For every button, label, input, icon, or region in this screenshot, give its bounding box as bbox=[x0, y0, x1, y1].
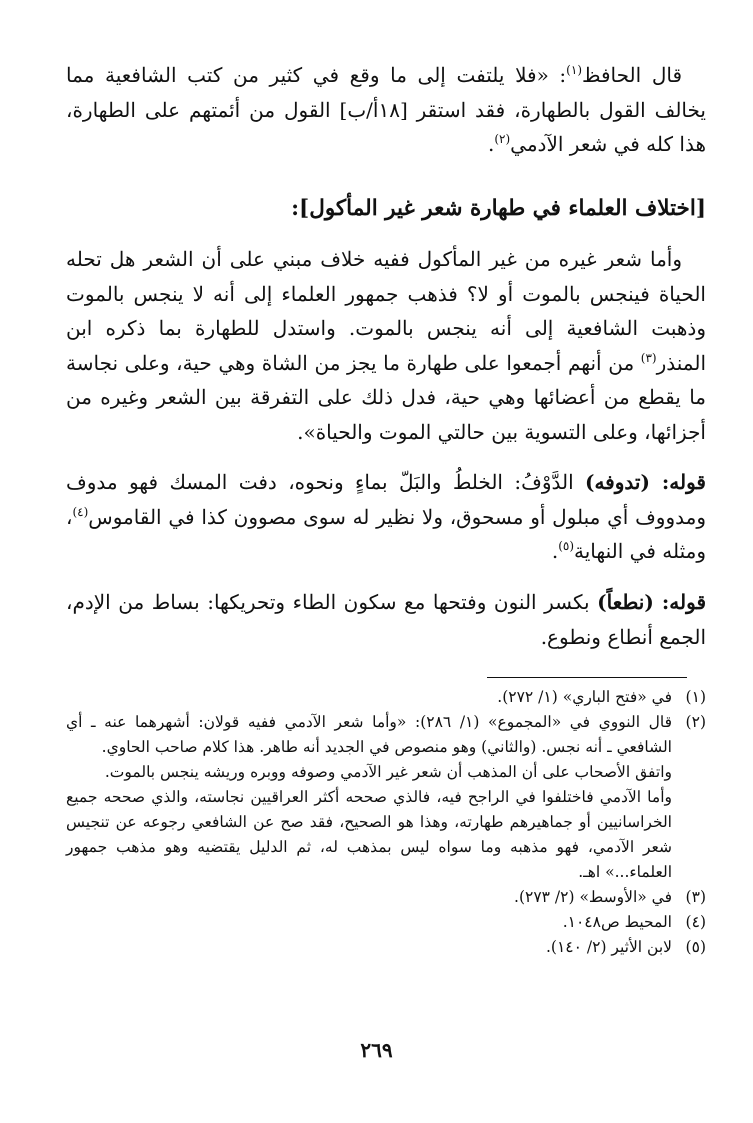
footnote-ref-1[interactable]: (١) bbox=[566, 63, 582, 77]
footnote-ref-4[interactable]: (٤) bbox=[72, 504, 89, 519]
paragraph-text: بكسر النون وفتحها مع سكون الطاء وتحريكها: بساط من الإدم، الجمع أنطاع ونطوع. bbox=[66, 590, 706, 649]
footnote-text: لابن الأثير (٢/ ١٤٠). bbox=[546, 938, 672, 956]
footnote-text: المحيط ص١٠٤٨. bbox=[562, 913, 672, 931]
term-label: قوله: (تدوفه) bbox=[585, 470, 706, 494]
footnote-number: (١) bbox=[685, 688, 706, 706]
footnote-2-continued-b bbox=[66, 785, 706, 885]
footnote-number bbox=[672, 785, 706, 885]
footnote-text: في «الأوسط» (٢/ ٢٧٣). bbox=[514, 888, 672, 906]
paragraph-scholars-dispute bbox=[66, 242, 706, 449]
footnote-text: واتفق الأصحاب على أن المذهب أن شعر غير الآدمي وصوفه ووبره وريشه ينجس بالموت. bbox=[104, 763, 672, 781]
footnote-4 bbox=[66, 910, 706, 935]
footnote-ref-5[interactable]: (٥) bbox=[558, 539, 575, 553]
footnote-1 bbox=[66, 685, 706, 710]
footnote-number: (٣) bbox=[685, 888, 706, 906]
footnote-number: (٥) bbox=[685, 938, 706, 956]
footnote-text: وأما الآدمي فاختلفوا في الراجح فيه، فالذي صححه أكثر العراقيين نجاسته، والذي صححه جميع الخراسانيين أو جماهيرهم طهارته، وهذا هو الصحيح، فقد صح عن الشافعي رجوعه عن تنجيس شعر الآدمي، فهو مذهبه وما سواه ليس بمذهب له، ثم الدليل يقتضيه وهو مذهب جمهور العلماء...» اهـ. bbox=[66, 788, 672, 881]
paragraph-end: . bbox=[551, 539, 559, 563]
paragraph-text-continued: من أنهم أجمعوا على طهارة ما يجز من الشاة وهي حية، وعلى نجاسة ما يقطع من أعضائها وهي حية، فدل ذلك على التفرقة بين الشعر وغيره من أجزائها، وعلى التسوية بين حالتي الموت والحياة». bbox=[66, 350, 706, 444]
footnote-number: (٤) bbox=[685, 913, 706, 931]
footnote-number: (٢) bbox=[685, 713, 706, 731]
footnote-5 bbox=[66, 935, 706, 960]
paragraph-text-continued: ، ومثله في النهاية bbox=[66, 504, 706, 563]
section-heading: [اختلاف العلماء في طهارة شعر غير المأكول]: bbox=[291, 196, 706, 221]
footnote-2-continued-a bbox=[66, 760, 706, 785]
footnote-2 bbox=[66, 710, 706, 760]
paragraph-end: . bbox=[487, 132, 495, 156]
paragraph-tadufuhu bbox=[66, 465, 706, 569]
footnote-number bbox=[672, 760, 706, 785]
footnotes-section bbox=[66, 685, 706, 960]
footnote-3 bbox=[66, 885, 706, 910]
footnote-ref-2[interactable]: (٢) bbox=[494, 132, 511, 146]
footnote-text: قال النووي في «المجموع» (١/ ٢٨٦): «وأما شعر الآدمي ففيه قولان: أشهرهما عنه ـ أي الشافعي ـ أنه نجس. (والثاني) وهو منصوص في الجديد أنه طاهر. هذا كلام صاحب الحاوي. bbox=[66, 713, 672, 756]
paragraph-text: وأما شعر غيره من غير المأكول ففيه خلاف مبني على أن الشعر هل تحله الحياة فينجس بالموت أو لا؟ فذهب جمهور العلماء إلى أنه لا ينجس بالموت وذهبت الشافعية إلى أنه ينجس بالموت. واستدل للطهارة بما ذكره ابن المنذر bbox=[66, 247, 706, 375]
paragraph-lead: قال الحافظ bbox=[582, 63, 683, 87]
footnote-divider bbox=[487, 677, 687, 678]
term-label: قوله: (نطعاً) bbox=[597, 590, 707, 614]
paragraph-nataan bbox=[66, 585, 706, 654]
paragraph-text: : «فلا يلتفت إلى ما وقع في كثير من كتب الشافعية مما يخالف القول بالطهارة، فقد استقر [١٨أ/ب] القول من أئمتهم على الطهارة، هذا كله في شعر الآدمي bbox=[66, 63, 706, 156]
footnote-text: في «فتح الباري» (١/ ٢٧٢). bbox=[497, 688, 672, 706]
page-number: ٢٦٩ bbox=[360, 1038, 393, 1062]
paragraph-hafiz-quote bbox=[66, 58, 706, 162]
paragraph-text: الدَّوْفُ: الخلطُ والبَلّ بماءٍ ونحوه، دفت المسك فهو مدوف ومدووف أي مبلول أو مسحوق، ولا نظير له سوى مصوون كذا في القاموس bbox=[66, 470, 706, 529]
footnote-ref-3[interactable]: (٣) bbox=[640, 350, 657, 365]
